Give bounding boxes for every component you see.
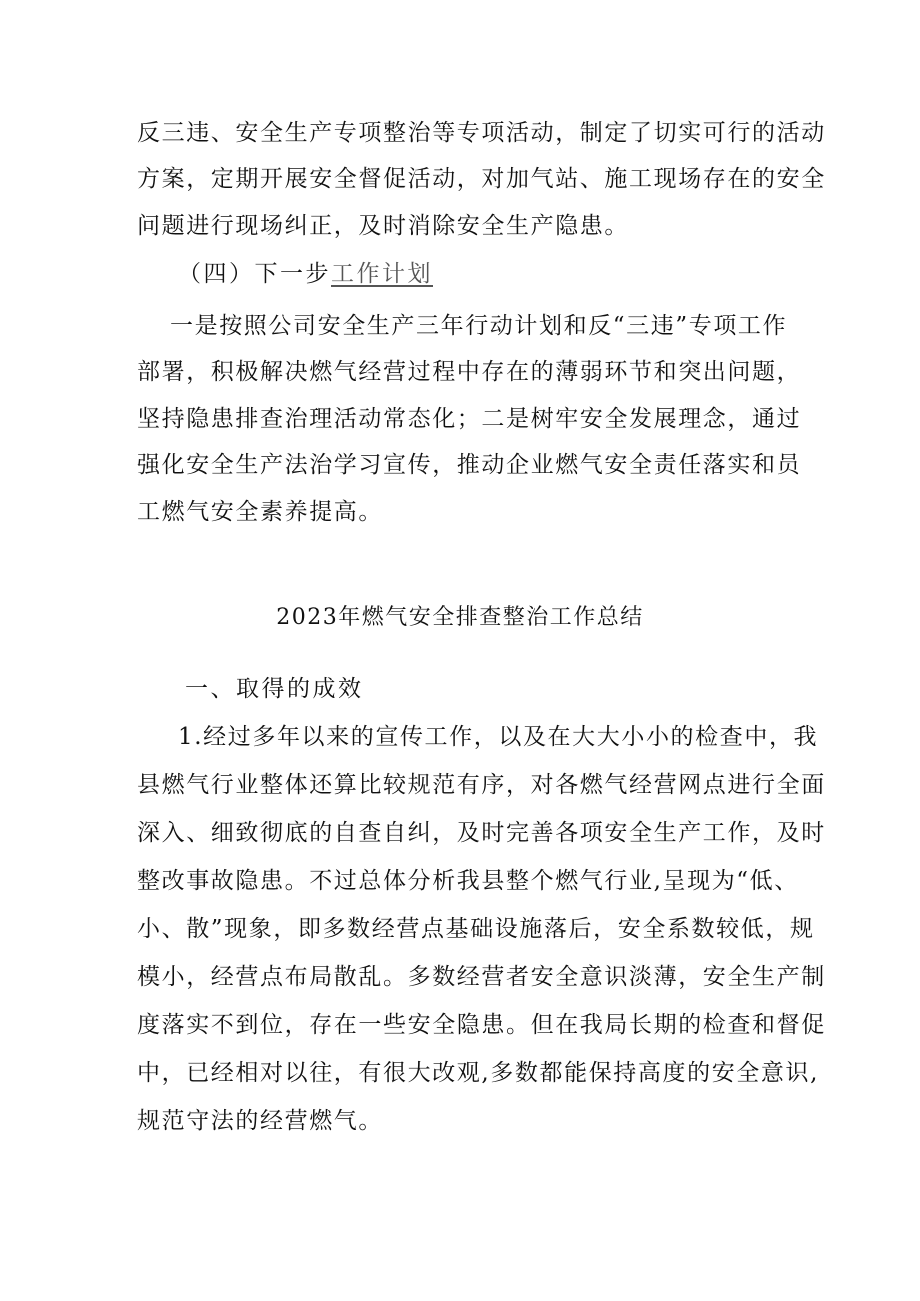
paragraph-line: 小、散”现象，即多数经营点基础设施落后，安全系数较低，规	[137, 916, 815, 942]
paragraph-line: 模小，经营点布局散乱。多数经营者安全意识淡薄，安全生产制	[137, 964, 826, 990]
paragraph-line: 部署，积极解决燃气经营过程中存在的薄弱环节和突出问题，	[137, 359, 802, 385]
paragraph-line: 度落实不到位，存在一些安全隐患。但在我局长期的检查和督促	[137, 1012, 826, 1038]
paragraph-line: 工燃气安全素养提高。	[137, 499, 383, 525]
paragraph-line: 县燃气行业整体还算比较规范有序，对各燃气经营网点进行全面	[137, 772, 826, 798]
paragraph-line: 强化安全生产法治学习宣传，推动企业燃气安全责任落实和员	[137, 452, 802, 478]
paragraph-line: 问题进行现场纠正，及时消除安全生产隐患。	[137, 213, 629, 239]
paragraph-line: 坚持隐患排查治理活动常态化；二是树牢安全发展理念，通过	[137, 406, 802, 432]
document-title: 2023年燃气安全排查整治工作总结	[276, 605, 644, 630]
paragraph-line: 方案，定期开展安全督促活动，对加气站、施工现场存在的安全	[137, 166, 826, 192]
paragraph-line: 中，已经相对以往，有很大改观,多数都能保持高度的安全意识,	[137, 1060, 820, 1086]
section-heading-achievements: 一、取得的成效	[185, 676, 364, 702]
paragraph-line: 1.经过多年以来的宣传工作，以及在大大小小的检查中，我	[178, 724, 819, 750]
paragraph-line: 一是按照公司安全生产三年行动计划和反“三违”专项工作	[170, 313, 788, 339]
paragraph-line: 整改事故隐患。不过总体分析我县整个燃气行业,呈现为“低、	[137, 868, 799, 894]
work-plan-link[interactable]: 工作计划	[331, 261, 433, 287]
paragraph-line: 深入、细致彻底的自查自纠，及时完善各项安全生产工作，及时	[137, 820, 826, 846]
paragraph-line: 规范守法的经营燃气。	[137, 1108, 383, 1134]
section-heading-prefix: （四）下一步	[178, 261, 331, 287]
paragraph-line: 反三违、安全生产专项整治等专项活动，制定了切实可行的活动	[137, 120, 826, 146]
section-heading-next-steps	[178, 259, 433, 289]
